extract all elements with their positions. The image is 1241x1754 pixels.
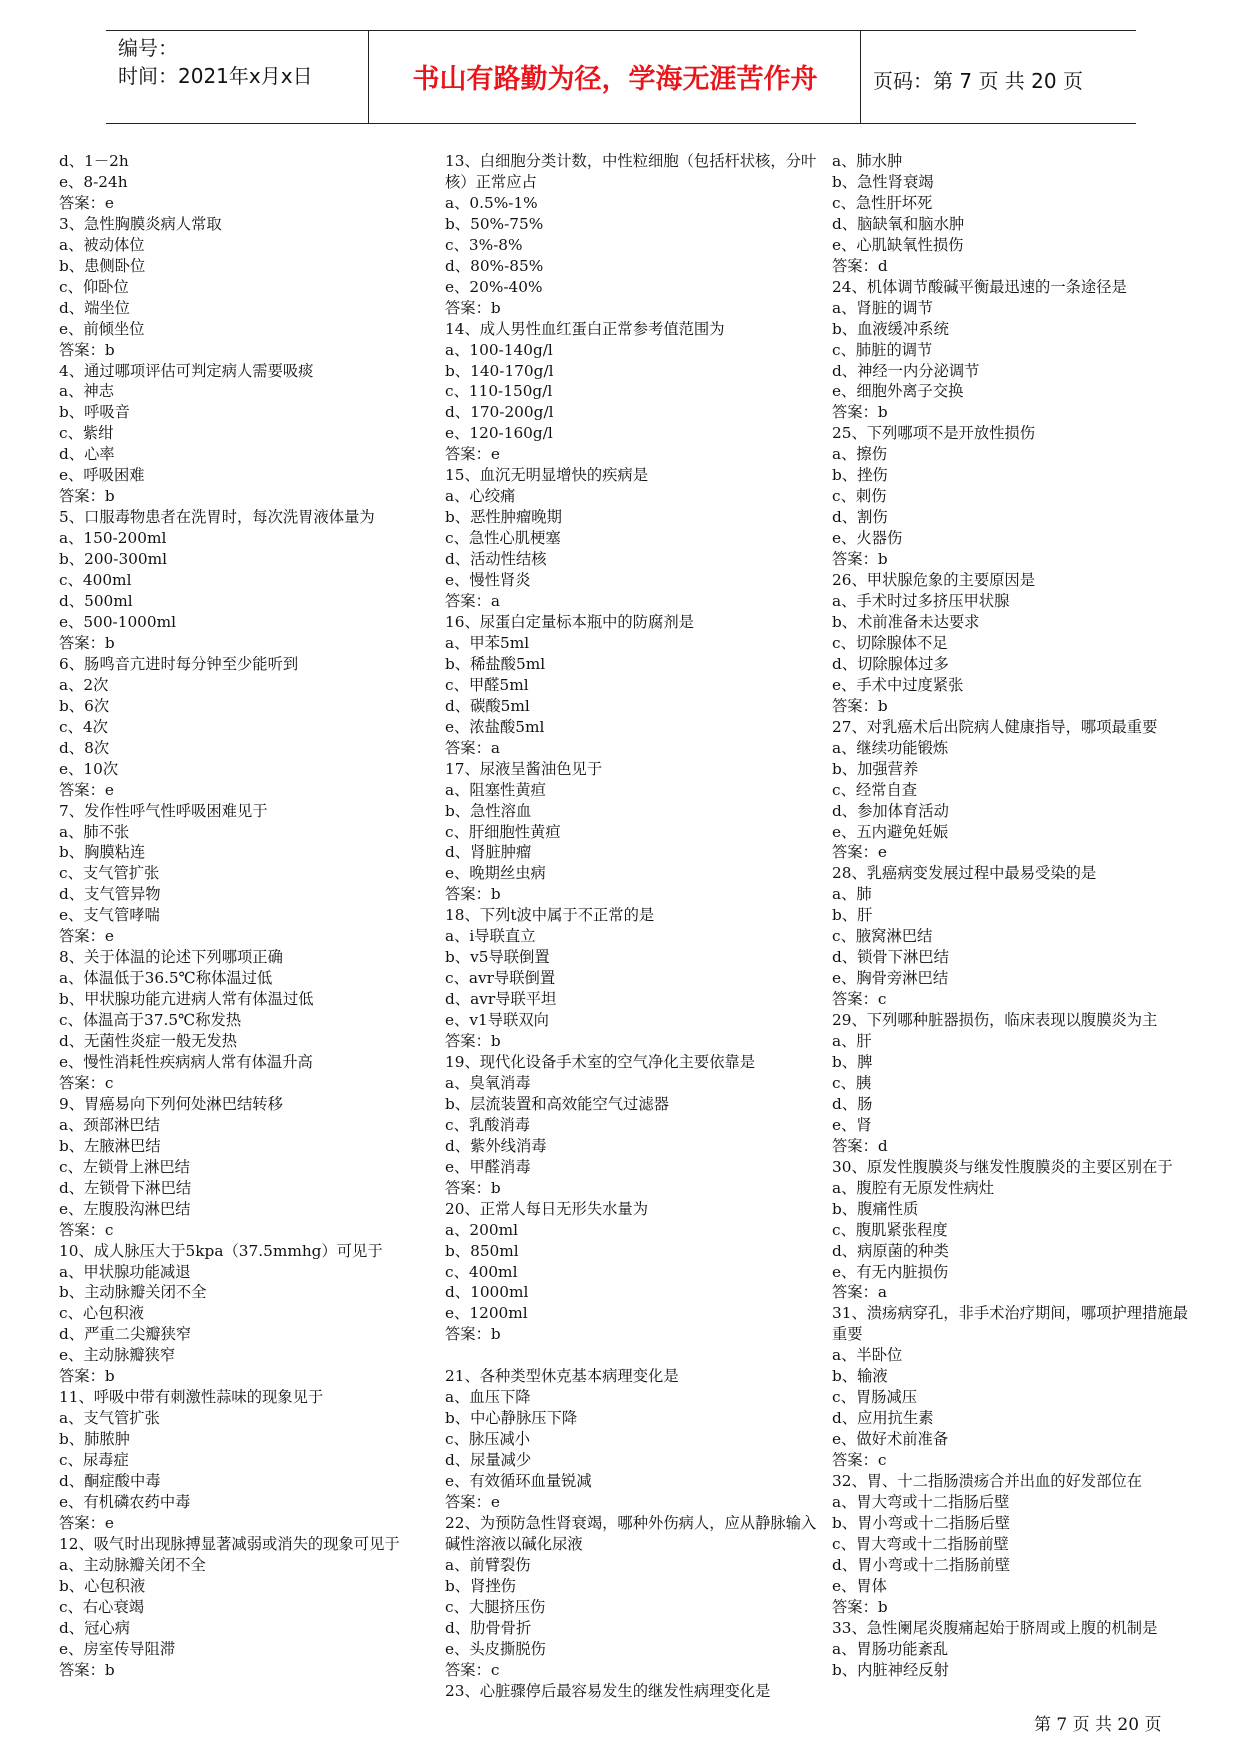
option-line: a、150-200ml (59, 529, 167, 548)
option-line: d、切除腺体过多 (832, 654, 949, 673)
question-line: 16、尿蛋白定量标本瓶中的防腐剂是 (445, 612, 694, 631)
option-line: a、擦伤 (832, 445, 888, 464)
answer-line: 答案：d (832, 256, 888, 275)
option-line: a、血压下降 (445, 1388, 531, 1407)
answer-line: 答案：b (59, 1660, 115, 1679)
answer-line: 答案：b (59, 1367, 115, 1386)
option-line: b、心包积液 (59, 1576, 146, 1595)
answer-line: 答案：e (59, 1513, 114, 1532)
option-line: c、大腿挤压伤 (445, 1597, 546, 1616)
option-line: d、尿量减少 (445, 1451, 532, 1470)
question-line: 15、血沉无明显增快的疾病是 (445, 466, 649, 485)
option-line: a、肾脏的调节 (832, 298, 933, 317)
option-line: c、右心衰竭 (59, 1597, 145, 1616)
option-line: a、100-140g/l (445, 340, 553, 359)
option-line: e、慢性肾炎 (445, 571, 531, 590)
option-line: a、甲状腺功能减退 (59, 1262, 191, 1281)
option-line: d、avr导联平坦 (445, 990, 557, 1009)
option-line: d、170-200g/l (445, 403, 554, 422)
question-line: 22、为预防急性肾衰竭，哪种外伤病人，应从静脉输入碱性溶液以碱化尿液 (445, 1513, 817, 1553)
option-line: d、1－2h (59, 152, 129, 170)
option-line: b、50%-75% (445, 214, 544, 233)
question-line: 32、胃、十二指肠溃疡合并出血的好发部位在 (832, 1472, 1143, 1491)
option-line: a、主动脉瓣关闭不全 (59, 1555, 206, 1574)
option-line: c、avr导联倒置 (445, 969, 556, 988)
option-line: a、肝 (832, 1032, 872, 1051)
header-divider-right (860, 31, 861, 124)
option-line: b、肾挫伤 (445, 1576, 516, 1595)
option-line: c、胃大弯或十二指肠前壁 (832, 1534, 1009, 1553)
option-line: c、400ml (445, 1262, 518, 1281)
text-column-1 (59, 151, 429, 1681)
answer-line: 答案：e (445, 1492, 500, 1511)
header-top-rule (106, 30, 1136, 31)
answer-line: 答案：c (59, 1220, 114, 1239)
option-line: a、半卧位 (832, 1346, 903, 1365)
option-line: e、手术中过度紧张 (832, 675, 964, 694)
option-line: e、主动脉瓣狭窄 (59, 1346, 176, 1365)
question-line: 14、成人男性血红蛋白正常参考值范围为 (445, 319, 725, 338)
option-line: e、火器伤 (832, 529, 903, 548)
option-line: b、肺脓肿 (59, 1430, 130, 1449)
option-line: d、碳酸5ml (445, 696, 530, 715)
option-line: d、割伤 (832, 508, 888, 527)
option-line: b、急性肾衰竭 (832, 172, 934, 191)
header-divider-left (368, 31, 369, 124)
option-line: d、肾脏肿瘤 (445, 843, 532, 862)
question-line: 11、呼吸中带有刺激性蒜味的现象见于 (59, 1388, 324, 1407)
option-line: c、急性肝坏死 (832, 193, 933, 212)
answer-line: 答案：e (832, 843, 887, 862)
option-line: a、腹腔有无原发性病灶 (832, 1178, 995, 1197)
question-line: 3、急性胸膜炎病人常取 (59, 214, 222, 233)
option-line: c、肺脏的调节 (832, 340, 933, 359)
option-line: d、500ml (59, 592, 133, 611)
header-bottom-rule (106, 123, 1136, 124)
option-line: a、体温低于36.5℃称体温过低 (59, 969, 273, 988)
option-line: e、有机磷农药中毒 (59, 1493, 191, 1511)
question-line: 8、关于体温的论述下列哪项正确 (59, 948, 283, 967)
number-label: 编号： (118, 36, 178, 60)
option-line: a、被动体位 (59, 235, 145, 254)
answer-line: 答案：e (445, 445, 500, 464)
option-line: c、胰 (832, 1073, 872, 1092)
option-line: d、活动性结核 (445, 550, 547, 569)
answer-line: 答案：b (832, 550, 888, 569)
question-line: 28、乳癌病变发展过程中最易受染的是 (832, 864, 1097, 883)
option-line: e、有无内脏损伤 (832, 1262, 949, 1281)
option-line: d、肠 (832, 1094, 873, 1113)
option-line: e、支气管哮喘 (59, 906, 160, 925)
question-line: 10、成人脉压大于5kpa（37.5mmhg）可见于 (59, 1241, 383, 1260)
option-line: b、胃小弯或十二指肠后壁 (832, 1513, 1011, 1532)
option-line: b、脾 (832, 1052, 873, 1071)
option-line: d、1000ml (445, 1283, 529, 1302)
option-line: d、紫外线消毒 (445, 1136, 547, 1155)
option-line: b、血液缓冲系统 (832, 319, 949, 338)
option-line: c、左锁骨上淋巴结 (59, 1157, 190, 1176)
option-line: e、胃体 (832, 1576, 887, 1595)
option-line: b、加强营养 (832, 759, 919, 778)
answer-line: 答案：c (59, 1073, 114, 1092)
question-line: 30、原发性腹膜炎与继发性腹膜炎的主要区别在于 (832, 1157, 1173, 1176)
option-line: a、200ml (445, 1220, 519, 1239)
question-line: 9、胃癌易向下列何处淋巴结转移 (59, 1094, 283, 1113)
option-line: b、主动脉瓣关闭不全 (59, 1283, 207, 1302)
question-line: 33、急性阑尾炎腹痛起始于脐周或上腹的机制是 (832, 1618, 1158, 1637)
question-line: 5、口服毒物患者在洗胃时，每次洗胃液体量为 (59, 508, 375, 527)
option-line: e、胸骨旁淋巴结 (832, 969, 949, 988)
answer-line: 答案：c (832, 990, 887, 1009)
option-line: b、6次 (59, 696, 110, 715)
option-line: a、0.5%-1% (445, 193, 538, 212)
header-meta (118, 34, 313, 90)
option-line: e、前倾坐位 (59, 319, 145, 338)
header-page-label: 页码：第 7 页 共 20 页 (873, 69, 1083, 93)
option-line: d、锁骨下淋巴结 (832, 948, 949, 967)
answer-line: 答案：b (445, 1178, 501, 1197)
option-line: c、急性心肌梗塞 (445, 529, 561, 548)
option-line: c、体温高于37.5℃称发热 (59, 1011, 242, 1030)
option-line: b、200-300ml (59, 550, 168, 569)
option-line: c、甲醛5ml (445, 675, 529, 694)
option-line: e、500-1000ml (59, 612, 177, 631)
option-line: c、尿毒症 (59, 1451, 129, 1470)
answer-line: 答案：a (832, 1283, 888, 1302)
option-line: c、经常自查 (832, 780, 918, 799)
option-line: a、胃肠功能紊乱 (832, 1639, 949, 1658)
option-line: a、胃大弯或十二指肠后壁 (832, 1493, 1010, 1511)
answer-line: 答案：b (445, 298, 501, 317)
option-line: a、支气管扩张 (59, 1409, 160, 1428)
option-line: d、冠心病 (59, 1618, 130, 1637)
option-line: e、五内避免妊娠 (832, 822, 949, 841)
option-line: d、病原菌的种类 (832, 1241, 949, 1260)
option-line: b、输液 (832, 1367, 888, 1386)
option-line: e、20%-40% (445, 277, 543, 296)
time-label: 时间：2021年x月x日 (118, 64, 313, 88)
answer-line: 答案：b (832, 696, 888, 715)
option-line: c、胃肠减压 (832, 1388, 918, 1407)
question-line: 12、吸气时出现脉搏显著减弱或消失的现象可见于 (59, 1534, 400, 1553)
option-line: c、刺伤 (832, 487, 887, 506)
answer-line: 答案：b (445, 1032, 501, 1051)
option-line: e、甲醛消毒 (445, 1157, 531, 1176)
option-line: c、腹肌紧张程度 (832, 1220, 948, 1239)
option-line: e、浓盐酸5ml (445, 717, 545, 736)
option-line: e、有效循环血量锐减 (445, 1472, 592, 1491)
option-line: a、臭氧消毒 (445, 1073, 531, 1092)
option-line: a、肺不张 (59, 822, 130, 841)
option-line: a、前臂裂伤 (445, 1555, 531, 1574)
question-line: 20、正常人每日无形失水量为 (445, 1199, 649, 1218)
option-line: a、颈部淋巴结 (59, 1115, 160, 1134)
option-line: d、酮症酸中毒 (59, 1472, 161, 1491)
question-line: 26、甲状腺危象的主要原因是 (832, 571, 1036, 590)
option-line: b、层流装置和高效能空气过滤器 (445, 1094, 669, 1113)
option-line: c、400ml (59, 571, 132, 590)
option-line: b、急性溶血 (445, 801, 532, 820)
question-line: 23、心脏骤停后最容易发生的继发性病理变化是 (445, 1681, 771, 1700)
option-line: b、挫伤 (832, 466, 888, 485)
answer-line: 答案：b (59, 487, 115, 506)
option-line: b、腹痛性质 (832, 1199, 919, 1218)
option-line: e、心肌缺氧性损伤 (832, 235, 964, 254)
text-column-2 (445, 151, 817, 1702)
question-line: 18、下列t波中属于不正常的是 (445, 906, 655, 925)
option-line: b、甲状腺功能亢进病人常有体温过低 (59, 990, 314, 1009)
answer-line: 答案：b (445, 885, 501, 904)
answer-line: 答案：b (832, 1597, 888, 1616)
option-line: e、做好术前准备 (832, 1430, 949, 1449)
option-line: b、内脏神经反射 (832, 1660, 949, 1679)
question-line: 21、各种类型休克基本病理变化是 (445, 1367, 679, 1386)
option-line: d、参加体育活动 (832, 801, 949, 820)
question-line: 27、对乳癌术后出院病人健康指导，哪项最重要 (832, 717, 1158, 736)
option-line: e、细胞外离子交换 (832, 382, 964, 401)
option-line: e、120-160g/l (445, 424, 553, 443)
option-line: b、肝 (832, 906, 873, 925)
option-line: e、8-24h (59, 172, 128, 191)
question-line: 17、尿液呈酱油色见于 (445, 759, 603, 778)
question-line: 24、机体调节酸碱平衡最迅速的一条途径是 (832, 277, 1127, 296)
option-line: c、乳酸消毒 (445, 1115, 531, 1134)
option-line: b、v5导联倒置 (445, 948, 550, 967)
answer-line: 答案：b (832, 403, 888, 422)
option-line: d、80%-85% (445, 256, 544, 275)
question-line: 29、下列哪种脏器损伤，临床表现以腹膜炎为主 (832, 1011, 1158, 1030)
answer-line: 答案：b (59, 340, 115, 359)
option-line: e、10次 (59, 759, 119, 778)
option-line: d、支气管异物 (59, 885, 161, 904)
answer-line: 答案：d (832, 1136, 888, 1155)
answer-line: 答案：e (59, 193, 114, 212)
option-line: a、肺 (832, 885, 872, 904)
option-line: c、肝细胞性黄疸 (445, 822, 561, 841)
option-line: d、左锁骨下淋巴结 (59, 1178, 192, 1197)
answer-line: 答案：c (445, 1660, 500, 1679)
option-line: a、继续功能锻炼 (832, 738, 949, 757)
option-line: b、呼吸音 (59, 403, 130, 422)
option-line: e、左腹股沟淋巴结 (59, 1199, 191, 1218)
option-line: a、手术时过多挤压甲状腺 (832, 592, 1010, 611)
option-line: a、i导联直立 (445, 927, 536, 946)
answer-line: 答案：e (59, 780, 114, 799)
option-line: b、恶性肿瘤晚期 (445, 508, 562, 527)
answer-line: 答案：e (59, 927, 114, 946)
option-line: a、2次 (59, 675, 109, 694)
option-line: c、4次 (59, 717, 108, 736)
header-motto: 书山有路勤为径，学海无涯苦作舟 (412, 64, 818, 95)
option-line: b、中心静脉压下降 (445, 1409, 578, 1428)
question-line: 19、现代化设备手术室的空气净化主要依靠是 (445, 1052, 756, 1071)
answer-line: 答案：a (445, 592, 501, 611)
option-line: d、8次 (59, 738, 110, 757)
option-line: c、3%-8% (445, 235, 523, 254)
option-line: a、甲苯5ml (445, 633, 530, 652)
option-line: c、脉压减小 (445, 1430, 531, 1449)
option-line: b、胸膜粘连 (59, 843, 146, 862)
option-line: c、心包积液 (59, 1304, 145, 1323)
page-footer: 第 7 页 共 20 页 (1034, 1715, 1162, 1735)
option-line: e、呼吸困难 (59, 466, 145, 485)
option-line: d、肋骨骨折 (445, 1618, 532, 1637)
blank-line (445, 1345, 817, 1366)
option-line: e、房室传导阻滞 (59, 1639, 176, 1658)
option-line: d、神经一内分泌调节 (832, 361, 980, 380)
option-line: d、端坐位 (59, 298, 130, 317)
option-line: a、阻塞性黄疸 (445, 780, 546, 799)
option-line: e、1200ml (445, 1304, 528, 1323)
option-line: d、脑缺氧和脑水肿 (832, 214, 965, 233)
question-line: 25、下列哪项不是开放性损伤 (832, 424, 1036, 443)
option-line: b、稀盐酸5ml (445, 654, 546, 673)
option-line: e、晚期丝虫病 (445, 864, 546, 883)
option-line: e、头皮撕脱伤 (445, 1639, 546, 1658)
option-line: d、心率 (59, 445, 115, 464)
option-line: e、v1导联双向 (445, 1011, 549, 1030)
text-column-3 (832, 151, 1192, 1681)
question-line: 31、溃疡病穿孔，非手术治疗期间，哪项护理措施最重要 (832, 1304, 1188, 1344)
question-line: 4、通过哪项评估可判定病人需要吸痰 (59, 361, 314, 380)
option-line: d、应用抗生素 (832, 1409, 934, 1428)
option-line: e、慢性消耗性疾病病人常有体温升高 (59, 1052, 313, 1071)
answer-line: 答案：b (445, 1325, 501, 1344)
option-line: d、严重二尖瓣狭窄 (59, 1325, 192, 1344)
option-line: a、神志 (59, 382, 115, 401)
option-line: a、心绞痛 (445, 487, 516, 506)
option-line: b、术前准备未达要求 (832, 612, 980, 631)
option-line: c、支气管扩张 (59, 864, 160, 883)
option-line: c、切除腺体不足 (832, 633, 948, 652)
option-line: d、无菌性炎症一般无发热 (59, 1032, 238, 1051)
question-line: 13、白细胞分类计数，中性粒细胞（包括杆状核，分叶核）正常应占 (445, 152, 817, 191)
answer-line: 答案：b (59, 633, 115, 652)
option-line: b、左腋淋巴结 (59, 1136, 161, 1155)
question-line: 6、肠鸣音亢进时每分钟至少能听到 (59, 654, 299, 673)
option-line: e、肾 (832, 1115, 872, 1134)
option-line: b、850ml (445, 1241, 519, 1260)
option-line: c、仰卧位 (59, 277, 129, 296)
answer-line: 答案：c (832, 1451, 887, 1470)
option-line: b、患侧卧位 (59, 256, 146, 275)
option-line: a、肺水肿 (832, 152, 903, 170)
answer-line: 答案：a (445, 738, 501, 757)
option-line: c、110-150g/l (445, 382, 553, 401)
option-line: c、腋窝淋巴结 (832, 927, 933, 946)
question-line: 7、发作性呼气性呼吸困难见于 (59, 801, 268, 820)
option-line: b、140-170g/l (445, 361, 554, 380)
option-line: c、紫绀 (59, 424, 114, 443)
option-line: d、胃小弯或十二指肠前壁 (832, 1555, 1011, 1574)
